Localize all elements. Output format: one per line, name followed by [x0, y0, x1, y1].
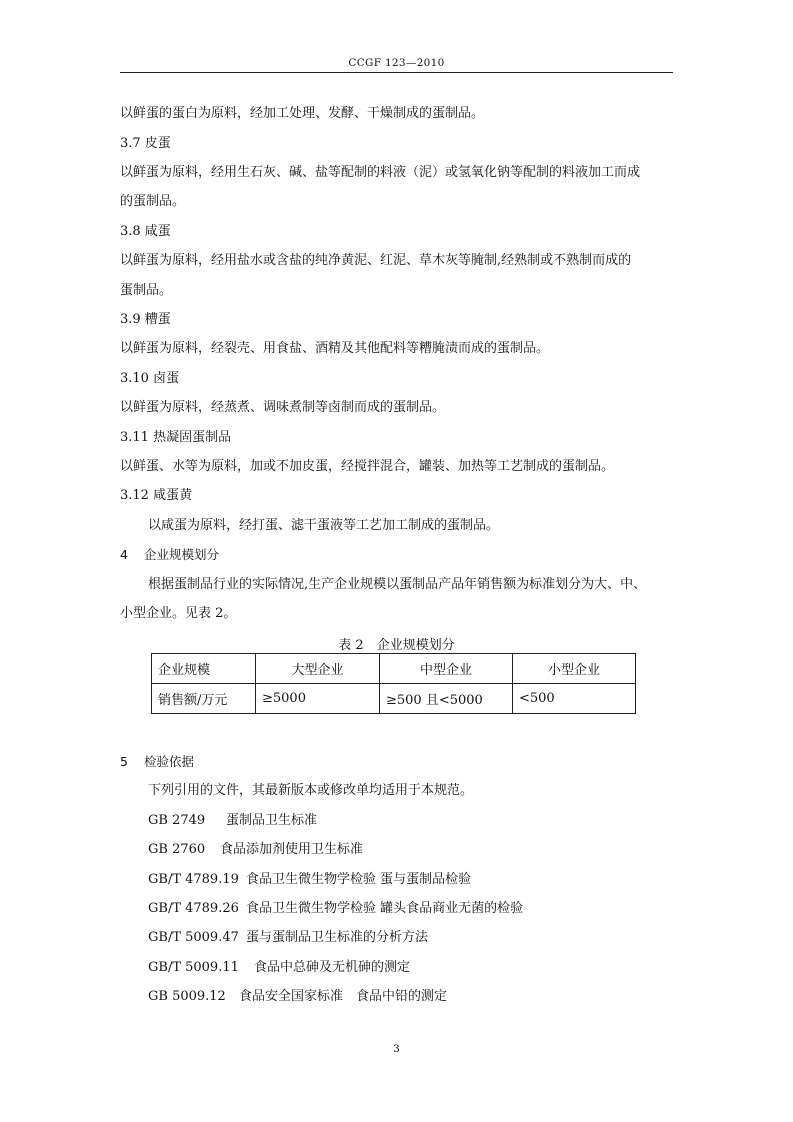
- body-line: 的蛋制品。: [120, 194, 186, 209]
- table-row: [152, 684, 636, 714]
- clause-heading-3-9: 3.9 糟蛋: [120, 312, 171, 327]
- body-line: 以鲜蛋为原料，经蒸煮、调味煮制等卤制而成的蛋制品。: [120, 400, 446, 415]
- table-cell: <500: [513, 684, 636, 714]
- section-heading-4: [120, 546, 219, 564]
- enterprise-scale-table: [151, 653, 636, 714]
- reference-title: 食品安全国家标准 食品中铅的测定: [239, 989, 448, 1004]
- table-header-cell: 小型企业: [513, 654, 636, 684]
- body-line: 小型企业。见表 2。: [120, 606, 237, 621]
- section-heading-5: [120, 753, 194, 771]
- body-line: 以咸蛋为原料，经打蛋、滤干蛋液等工艺加工制成的蛋制品。: [148, 518, 500, 533]
- reference-code: GB/T 5009.11: [148, 960, 239, 975]
- body-line: 根据蛋制品行业的实际情况,生产企业规模以蛋制品产品年销售额为标准划分为大、中、: [148, 577, 647, 592]
- reference-title: 蛋与蛋制品卫生标准的分析方法: [246, 930, 429, 945]
- table-cell: ≥5000: [256, 684, 380, 714]
- section-number: 5: [120, 754, 128, 769]
- reference-title: 食品中总砷及无机砷的测定: [254, 960, 411, 975]
- body-line: 以鲜蛋为原料，经用生石灰、碱、盐等配制的料液（泥）或氢氧化钠等配制的料液加工而成: [120, 165, 641, 180]
- table-cell: 销售额/万元: [152, 684, 256, 714]
- body-line: 蛋制品。: [120, 283, 173, 298]
- reference-title: 食品卫生微生物学检验 蛋与蛋制品检验: [246, 872, 472, 887]
- body-line: 以鲜蛋为原料，经裂壳、用食盐、酒精及其他配料等糟腌渍而成的蛋制品。: [120, 341, 550, 356]
- clause-heading-3-12: 3.12 咸蛋黄: [120, 488, 193, 503]
- reference-item: [148, 812, 317, 830]
- table-cell: ≥500 且<5000: [380, 684, 513, 714]
- running-header: CCGF 123—2010: [348, 57, 445, 69]
- reference-code: GB 2749: [148, 813, 206, 828]
- reference-code: GB/T 4789.19: [148, 872, 239, 887]
- reference-item: [148, 929, 428, 947]
- reference-code: GB/T 5009.47: [148, 930, 239, 945]
- reference-item: [148, 959, 410, 977]
- reference-title: 蛋制品卫生标准: [226, 813, 318, 828]
- reference-code: GB/T 4789.26: [148, 901, 239, 916]
- reference-title: 食品添加剂使用卫生标准: [220, 842, 364, 857]
- section-title: 检验依据: [144, 754, 195, 769]
- reference-title: 食品卫生微生物学检验 罐头食品商业无菌的检验: [246, 901, 524, 916]
- body-line: 以鲜蛋的蛋白为原料，经加工处理、发酵、干燥制成的蛋制品。: [120, 106, 485, 121]
- page-number: 3: [393, 1043, 400, 1055]
- header-rule: [120, 72, 673, 73]
- table-header-cell: 大型企业: [256, 654, 380, 684]
- clause-heading-3-7: 3.7 皮蛋: [120, 136, 171, 151]
- clause-heading-3-10: 3.10 卤蛋: [120, 371, 180, 386]
- table-header-cell: 中型企业: [380, 654, 513, 684]
- section-title: 企业规模划分: [144, 547, 220, 562]
- clause-heading-3-11: 3.11 热凝固蛋制品: [120, 430, 232, 445]
- reference-item: [148, 841, 363, 859]
- reference-item: [148, 900, 523, 918]
- reference-item: [148, 988, 447, 1006]
- clause-heading-3-8: 3.8 咸蛋: [120, 224, 171, 239]
- table-header-row: [152, 654, 636, 684]
- reference-code: GB 2760: [148, 842, 206, 857]
- body-line: 以鲜蛋为原料，经用盐水或含盐的纯净黄泥、红泥、草木灰等腌制,经熟制或不熟制而成的: [120, 253, 632, 268]
- reference-code: GB 5009.12: [148, 989, 226, 1004]
- reference-item: [148, 871, 471, 889]
- table-header-cell: 企业规模: [152, 654, 256, 684]
- body-line: 以鲜蛋、水等为原料，加或不加皮蛋，经搅拌混合，罐装、加热等工艺制成的蛋制品。: [120, 459, 615, 474]
- body-line: 下列引用的文件，其最新版本或修改单均适用于本规范。: [148, 783, 474, 798]
- section-number: 4: [120, 547, 128, 562]
- table-caption: 表 2 企业规模划分: [338, 638, 455, 653]
